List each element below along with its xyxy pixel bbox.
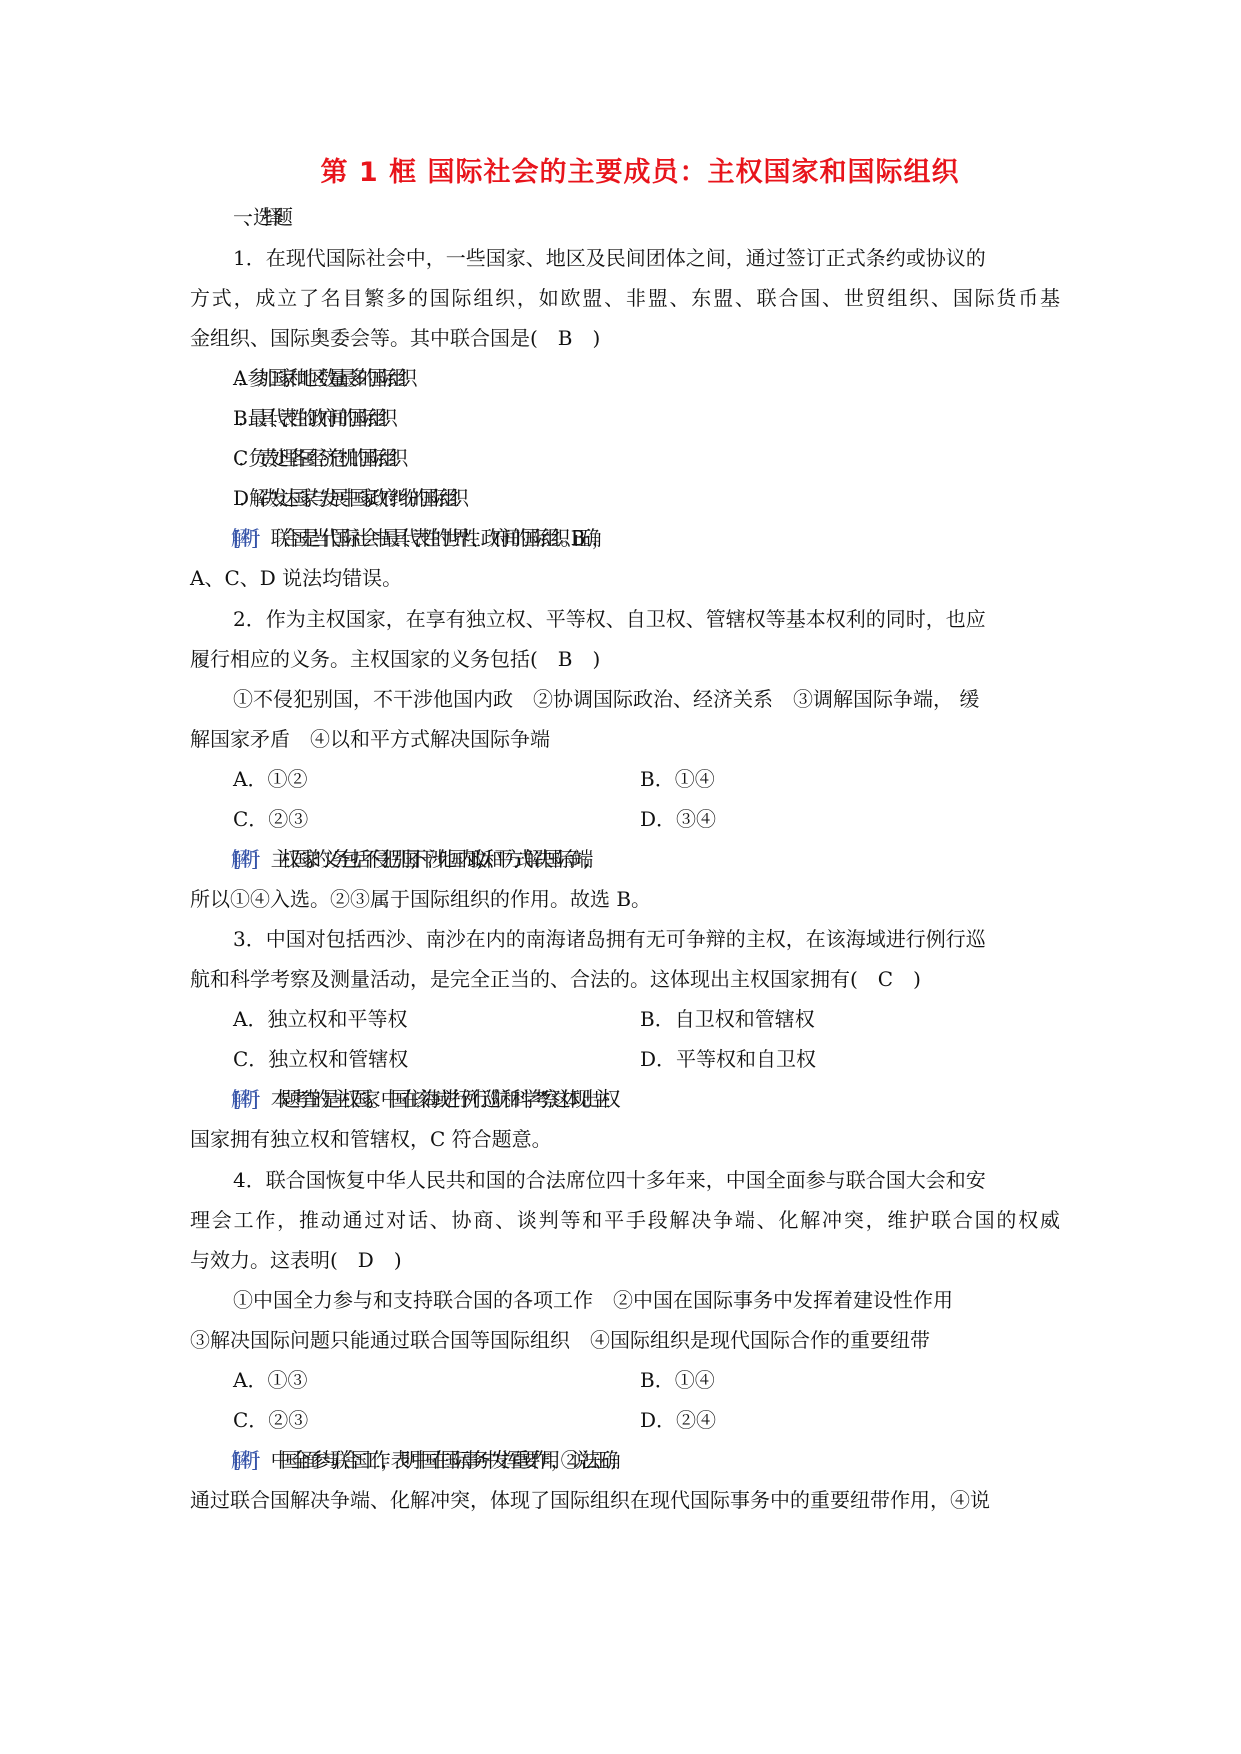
q4-analysis-line2: 通过联合国解决争端、化解冲突，体现了国际组织在现代国际事务中的重要纽带作用，④说 — [190, 1488, 990, 1512]
analysis-tag: [解析] — [233, 1087, 249, 1111]
q4-analysis-text: 中国全面参与联合国工作，表明中国在国际事务中发挥重要作用，②说法正确; — [270, 1448, 608, 1472]
q2-option-c: C．②③ — [233, 807, 309, 831]
q1-analysis-line2: A、C、D 说法均错误。 — [190, 566, 403, 590]
q3-option-d: D．平等权和自卫权 — [640, 1047, 817, 1071]
q4-option-a: A．①③ — [233, 1368, 308, 1392]
q2-stem-line1: 2．作为主权国家，在享有独立权、平等权、自卫权、管辖权等基本权利的同时，也应 — [233, 607, 986, 631]
page-title: 第 1 框 国际社会的主要成员：主权国家和国际组织 — [320, 157, 960, 188]
q1-option-b: B．最具代表性的政府间的国际组织 — [233, 406, 388, 430]
q3-option-b: B．自卫权和管辖权 — [640, 1007, 815, 1031]
q3-analysis-line2: 国家拥有独立权和管辖权，C 符合题意。 — [190, 1127, 552, 1151]
q3-stem-line1: 3．中国对包括西沙、南沙在内的南海诸岛拥有无可争辩的主权，在该海域进行例行巡 — [233, 927, 986, 951]
q4-statements-line2: ③解决国际问题只能通过联合国等国际组织 ④国际组织是现代国际合作的重要纽带 — [190, 1328, 930, 1352]
q4-option-c: C．②③ — [233, 1408, 309, 1432]
q2-statements-line2: 解国家矛盾 ④以和平方式解决国际争端 — [190, 727, 550, 751]
q2-stem-line2: 履行相应的义务。主权国家的义务包括( B ) — [190, 647, 601, 671]
q1-analysis-line1 — [233, 524, 1103, 552]
q3-option-a: A．独立权和平等权 — [233, 1007, 408, 1031]
q2-analysis-line2: 所以①④入选。②③属于国际组织的作用。故选 B。 — [190, 887, 652, 911]
analysis-tag: [解析] — [233, 1448, 249, 1472]
q4-stem-line1: 4．联合国恢复中华人民共和国的合法席位四十多年来，中国全面参与联合国大会和安 — [233, 1168, 986, 1192]
q3-analysis-line1 — [233, 1085, 1103, 1113]
q2-analysis-text: 主权国家的义务包括不侵犯别国,不干涉他国内政,以和平方式解决国际争端, — [270, 847, 580, 871]
q4-option-d: D．②④ — [640, 1408, 717, 1432]
q4-statements-line1: ①中国全力参与和支持联合国的各项工作 ②中国在国际事务中发挥着建设性作用 — [233, 1288, 953, 1312]
analysis-tag: [解析] — [233, 526, 249, 550]
q2-statements-line1: ①不侵犯别国，不干涉他国内政 ②协调国际政治、经济关系 ③调解国际争端， 缓 — [233, 687, 980, 711]
q1-stem-line1: 1．在现代国际社会中，一些国家、地区及民间团体之间，通过签订正式条约或协议的 — [233, 246, 986, 270]
q1-analysis-text: 联合国是当代国际社会中最具代表性的世界性、政府间的国际组织。B 正确， — [270, 526, 602, 550]
q4-stem-line2: 理会工作，推动通过对话、协商、谈判等和平手段解决争端、化解冲突，维护联合国的权威 — [190, 1208, 1060, 1232]
q3-analysis-text: 本题考查的是主权国家。中国在该海域进行例行巡航和科学考察这体现出主权 — [270, 1087, 611, 1111]
q1-stem-line2: 方式，成立了名目繁多的国际组织，如欧盟、非盟、东盟、联合国、世贸组织、国际货币基 — [190, 286, 1060, 310]
q4-stem-line3: 与效力。这表明( D ) — [190, 1248, 402, 1272]
q4-option-b: B．①④ — [640, 1368, 715, 1392]
section-heading: 一、选择题 — [233, 205, 283, 229]
q2-option-d: D．③④ — [640, 807, 717, 831]
q1-option-a: A．参加国家和地区数量最多的国际组织 — [233, 366, 408, 390]
q1-stem-line3: 金组织、国际奥委会等。其中联合国是( B ) — [190, 326, 601, 350]
q3-option-c: C．独立权和管辖权 — [233, 1047, 409, 1071]
analysis-tag: [解析] — [233, 847, 249, 871]
q3-stem-line2: 航和科学考察及测量活动，是完全正当的、合法的。这体现出主权国家拥有( C ) — [190, 967, 921, 991]
q1-option-c: C．负责处理各国经济危机的国际组织 — [233, 446, 399, 470]
q2-analysis-line1 — [233, 845, 1103, 873]
q1-option-d: D．解决发达国家与发展中国家政府纠纷的国际组织 — [233, 486, 460, 510]
q4-analysis-line1 — [233, 1446, 1103, 1474]
q2-option-b: B．①④ — [640, 767, 715, 791]
q2-option-a: A．①② — [233, 767, 308, 791]
